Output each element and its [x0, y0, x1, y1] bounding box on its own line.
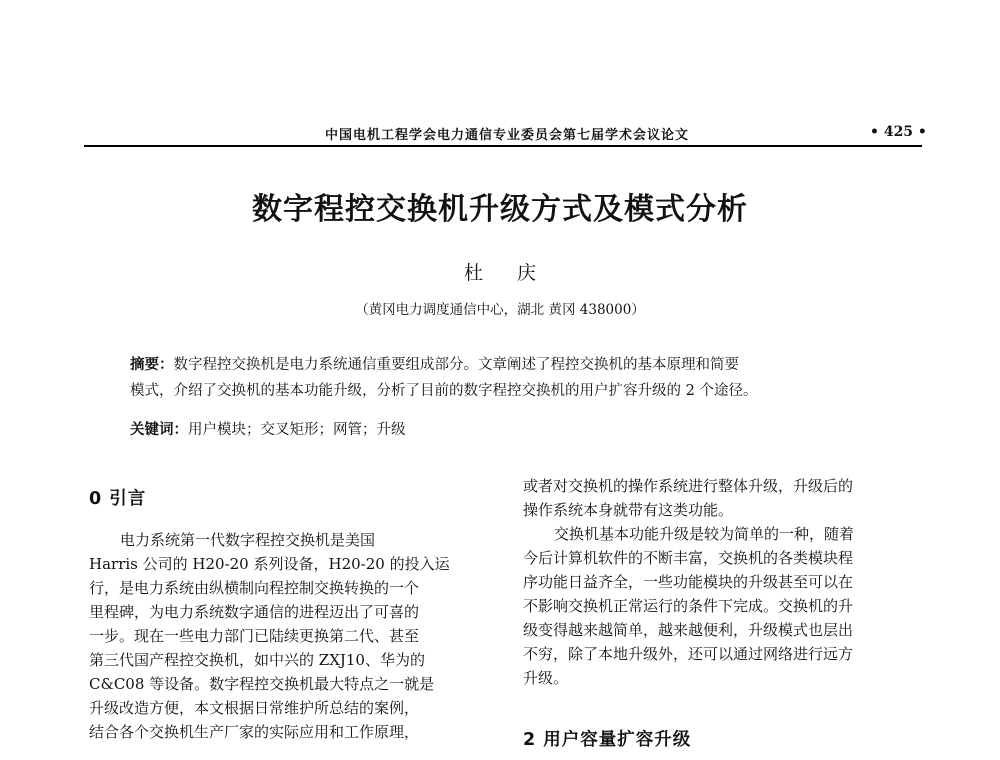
right-column-body	[523, 474, 918, 690]
running-head: 中国电机工程学会电力通信专业委员会第七届学术会议论文	[325, 128, 690, 143]
keywords-text: 用户模块；交叉矩形；网管；升级	[188, 422, 406, 438]
body-line: 不穷，除了本地升级外，还可以通过网络进行远方	[523, 645, 854, 663]
page-number: • 425 •	[870, 124, 927, 140]
author-name: 杜 庆	[463, 262, 551, 284]
body-line: 里程碑，为电力系统数字通信的进程迈出了可喜的	[89, 603, 420, 621]
keywords-label: 关键词：	[130, 422, 188, 438]
body-line: Harris 公司的 H20-20 系列设备，H20-20 的投入运	[89, 555, 450, 573]
body-line: 或者对交换机的操作系统进行整体升级，升级后的	[523, 477, 854, 495]
body-line: C&C08 等设备。数字程控交换机最大特点之一就是	[89, 675, 435, 693]
section-heading-introduction: 0 引言	[89, 489, 147, 509]
body-line: 一步。现在一些电力部门已陆续更换第二代、甚至	[89, 627, 420, 645]
body-line: 交换机基本功能升级是较为简单的一种，随着	[554, 525, 855, 543]
abstract-line-1	[130, 352, 920, 378]
abstract-line-2: 模式，介绍了交换机的基本功能升级，分析了目前的数字程控交换机的用户扩容升级的 2 个途径。	[130, 383, 758, 399]
author-affiliation: （黄冈电力调度通信中心，湖北 黄冈 438000）	[355, 302, 645, 318]
left-column-body	[89, 528, 469, 744]
section-heading-user-capacity: 2 用户容量扩容升级	[523, 730, 692, 750]
paper-title: 数字程控交换机升级方式及模式分析	[252, 192, 748, 227]
body-line: 结合各个交换机生产厂家的实际应用和工作原理，	[89, 723, 420, 741]
body-line: 级变得越来越简单，越来越便利，升级模式也层出	[523, 621, 854, 639]
body-line: 第三代国产程控交换机，如中兴的 ZXJ10、华为的	[89, 651, 425, 669]
body-line: 序功能日益齐全，一些功能模块的升级甚至可以在	[523, 573, 854, 591]
body-line: 行，是电力系统由纵横制向程控制交换转换的一个	[89, 579, 420, 597]
body-line: 不影响交换机正常运行的条件下完成。交换机的升	[523, 597, 854, 615]
abstract	[130, 352, 920, 404]
body-line: 升级改造方便，本文根据日常维护所总结的案例，	[89, 699, 420, 717]
body-line: 升级。	[523, 669, 569, 687]
abstract-text-1: 数字程控交换机是电力系统通信重要组成部分。文章阐述了程控交换机的基本原理和简要	[173, 357, 739, 373]
body-line: 操作系统本身就带有这类功能。	[523, 501, 734, 519]
keywords	[130, 418, 406, 439]
abstract-label: 摘要：	[130, 357, 174, 373]
header-rule	[84, 145, 922, 147]
body-line: 今后计算机软件的不断丰富，交换机的各类模块程	[523, 549, 854, 567]
body-line: 电力系统第一代数字程控交换机是美国	[120, 531, 376, 549]
